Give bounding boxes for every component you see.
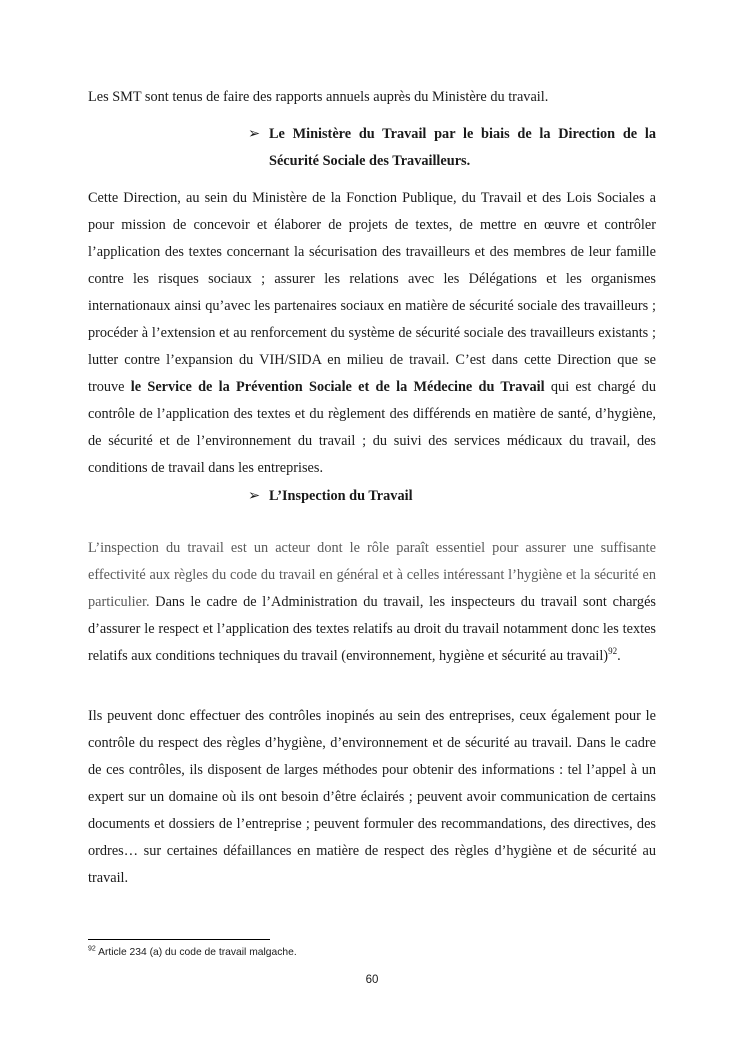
- footnote-text: Article 234 (a) du code de travail malgache.: [95, 947, 297, 958]
- footnote-number: 92: [88, 945, 96, 953]
- heading-ministere-du-travail: [248, 121, 656, 175]
- paragraph-inspection: [88, 535, 656, 670]
- heading-inspection-du-travail: [248, 483, 656, 510]
- paragraph-direction: [88, 185, 656, 482]
- paragraph-text: Dans le cadre de l’Administration du travail, les inspecteurs du travail sont chargés d’assurer le respect et l’application des textes relatifs au droit du travail notamment donc les textes relatifs aux conditions techniques du travail (environnement, hygiène et sécurité au travail): [88, 594, 656, 664]
- paragraph-text: Cette Direction, au sein du Ministère de la Fonction Publique, du Travail et des Lois Sociales a pour mission de concevoir et élaborer de projets de textes, de mettre en œuvre et contrôler l’application des textes concernant la sécurisation des travailleurs et des membres de leur famille contre les risques sociaux ; assurer les relations avec les Délégations et les organismes internationaux ainsi qu’avec les partenaires sociaux en matière de sécurité sociale des travailleurs ; procéder à l’extension et au renforcement du système de sécurité sociale des travailleurs existants ; lutter contre l’expansion du VIH/SIDA en milieu de travail. C’est dans cette Direction que se trouve: [88, 190, 656, 395]
- arrow-bullet-icon: ➢: [248, 488, 260, 504]
- footnote-reference[interactable]: 92: [608, 646, 618, 657]
- paragraph-smt-reports: Les SMT sont tenus de faire des rapports annuels auprès du Ministère du travail.: [88, 89, 549, 105]
- paragraph-controles: Ils peuvent donc effectuer des contrôles inopinés au sein des entreprises, ceux également pour le contrôle du respect des règles d’hygiène, d’environnement et de sécurité au travail. Dans le cadre de ces contrôles, ils disposent de larges méthodes pour obtenir des informations : tel l’appel à un expert sur un domaine où ils ont besoin d’être éclairés ; peuvent avoir communication de certains documents et dossiers de l’entreprise ; peuvent formuler des recommandations, des directives, des ordres… sur certaines défaillances en matière de respect des règles d’hygiène et de sécurité au travail.: [88, 708, 656, 886]
- arrow-bullet-icon: ➢: [248, 126, 260, 142]
- paragraph-text: qui est chargé du contrôle de l’application des textes et du règlement des différends en matière de santé, d’hygiène, de sécurité et de l’environnement du travail ; du suivi des services médicaux du travail, des conditions de travail dans les entreprises.: [88, 379, 656, 476]
- footnote-divider: [88, 939, 270, 940]
- page-number: 60: [365, 974, 379, 986]
- service-name-bold: le Service de la Prévention Sociale et de la Médecine du Travail: [130, 379, 545, 395]
- footnote: [88, 947, 297, 958]
- paragraph-text: .: [617, 648, 621, 664]
- heading-text: L’Inspection du Travail: [269, 488, 413, 504]
- paragraph-text-gray: L’inspection du travail est un acteur dont le rôle paraît essentiel pour assurer une suffisante effectivité aux règles du code du travail en général et à celles intéressant l’hygiène et la sécurité en particulier.: [88, 540, 656, 610]
- heading-text: Le Ministère du Travail par le biais de la Direction de la Sécurité Sociale des Travailleurs.: [269, 126, 656, 169]
